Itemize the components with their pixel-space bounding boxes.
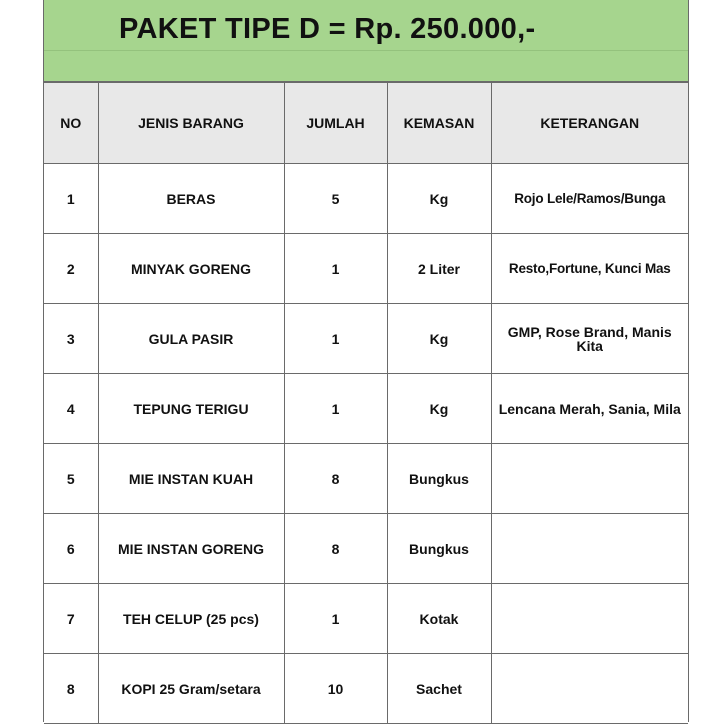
- cell-kemasan: Bungkus: [387, 444, 491, 514]
- cell-kemasan: Sachet: [387, 654, 491, 724]
- cell-jenis-barang: MINYAK GORENG: [98, 234, 284, 304]
- items-table: [44, 82, 688, 724]
- document-sheet: [43, 0, 689, 722]
- table-row: [44, 584, 688, 654]
- title-band: [44, 0, 688, 82]
- cell-jumlah: 1: [284, 584, 387, 654]
- cell-jenis-barang: TEH CELUP (25 pcs): [98, 584, 284, 654]
- cell-keterangan: Lencana Merah, Sania, Mila: [491, 374, 688, 444]
- cell-jenis-barang: KOPI 25 Gram/setara: [98, 654, 284, 724]
- cell-no: 6: [44, 514, 98, 584]
- cell-jumlah: 1: [284, 234, 387, 304]
- cell-jumlah: 8: [284, 514, 387, 584]
- cell-keterangan: [491, 514, 688, 584]
- header-keterangan: KETERANGAN: [491, 83, 688, 164]
- cell-no: 5: [44, 444, 98, 514]
- cell-kemasan: Bungkus: [387, 514, 491, 584]
- cell-no: 7: [44, 584, 98, 654]
- cell-jenis-barang: BERAS: [98, 164, 284, 234]
- table-header-row: [44, 83, 688, 164]
- table-row: [44, 164, 688, 234]
- cell-no: 8: [44, 654, 98, 724]
- cell-kemasan: Kotak: [387, 584, 491, 654]
- cell-keterangan: GMP, Rose Brand, Manis Kita: [491, 304, 688, 374]
- cell-jenis-barang: MIE INSTAN GORENG: [98, 514, 284, 584]
- cell-kemasan: Kg: [387, 304, 491, 374]
- cell-jumlah: 8: [284, 444, 387, 514]
- header-jumlah: JUMLAH: [284, 83, 387, 164]
- cell-no: 1: [44, 164, 98, 234]
- cell-jumlah: 1: [284, 304, 387, 374]
- cell-no: 3: [44, 304, 98, 374]
- cell-jenis-barang: MIE INSTAN KUAH: [98, 444, 284, 514]
- table-row: [44, 234, 688, 304]
- cell-keterangan: Resto,Fortune, Kunci Mas: [491, 234, 688, 304]
- cell-jenis-barang: TEPUNG TERIGU: [98, 374, 284, 444]
- cell-jumlah: 5: [284, 164, 387, 234]
- cell-no: 4: [44, 374, 98, 444]
- cell-jenis-barang: GULA PASIR: [98, 304, 284, 374]
- cell-keterangan: Rojo Lele/Ramos/Bunga: [491, 164, 688, 234]
- header-no: NO: [44, 83, 98, 164]
- table-row: [44, 444, 688, 514]
- header-kemasan: KEMASAN: [387, 83, 491, 164]
- cell-keterangan: [491, 654, 688, 724]
- page-title: PAKET TIPE D = Rp. 250.000,-: [119, 13, 536, 45]
- cell-jumlah: 10: [284, 654, 387, 724]
- cell-keterangan: [491, 444, 688, 514]
- cell-kemasan: 2 Liter: [387, 234, 491, 304]
- table-row: [44, 514, 688, 584]
- table-row: [44, 654, 688, 724]
- table-row: [44, 304, 688, 374]
- table-row: [44, 374, 688, 444]
- header-jenis-barang: JENIS BARANG: [98, 83, 284, 164]
- cell-jumlah: 1: [284, 374, 387, 444]
- cell-keterangan: [491, 584, 688, 654]
- cell-no: 2: [44, 234, 98, 304]
- cell-kemasan: Kg: [387, 374, 491, 444]
- cell-kemasan: Kg: [387, 164, 491, 234]
